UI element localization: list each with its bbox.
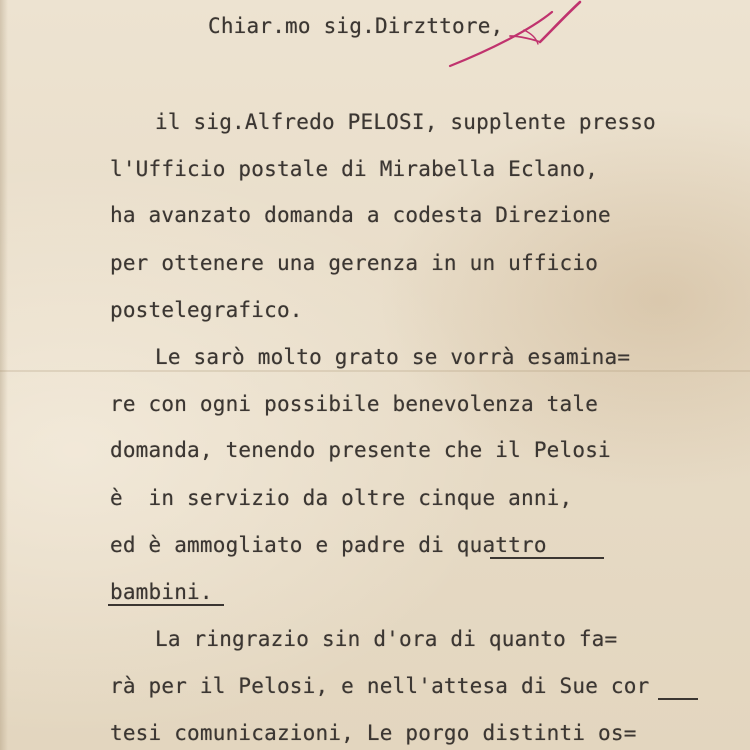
letter-line-6: Le sarò molto grato se vorrà esamina= — [155, 345, 631, 369]
letter-line-2: l'Ufficio postale di Mirabella Eclano, — [110, 157, 599, 181]
underline-quattro — [490, 557, 604, 559]
letter-line-1: il sig.Alfredo PELOSI, supplente presso — [155, 110, 656, 134]
letter-line-3: ha avanzato domanda a codesta Direzione — [110, 203, 611, 227]
letter-line-5: postelegrafico. — [110, 298, 303, 322]
letter-line-10: ed è ammogliato e padre di quattro — [110, 533, 547, 557]
letter-line-7: re con ogni possibile benevolenza tale — [110, 392, 599, 416]
letter-line-11: bambini. — [110, 580, 213, 604]
letter-line-4: per ottenere una gerenza in un ufficio — [110, 251, 599, 275]
letter-line-14: tesi comunicazioni, Le porgo distinti os= — [110, 721, 637, 745]
underline-cor — [658, 698, 698, 700]
letter-line-13: rà per il Pelosi, e nell'attesa di Sue cor — [110, 674, 650, 698]
letter-line-8: domanda, tenendo presente che il Pelosi — [110, 438, 611, 462]
letter-line-9: è in servizio da oltre cinque anni, — [110, 486, 573, 510]
paper-edge-shadow — [0, 0, 8, 750]
letter-salutation: Chiar.mo sig.Dirzttore, — [208, 14, 504, 38]
handwritten-pen-mark — [440, 0, 600, 80]
paper-fold-line — [0, 370, 750, 372]
underline-bambini — [108, 604, 224, 606]
letter-line-12: La ringrazio sin d'ora di quanto fa= — [155, 627, 618, 651]
